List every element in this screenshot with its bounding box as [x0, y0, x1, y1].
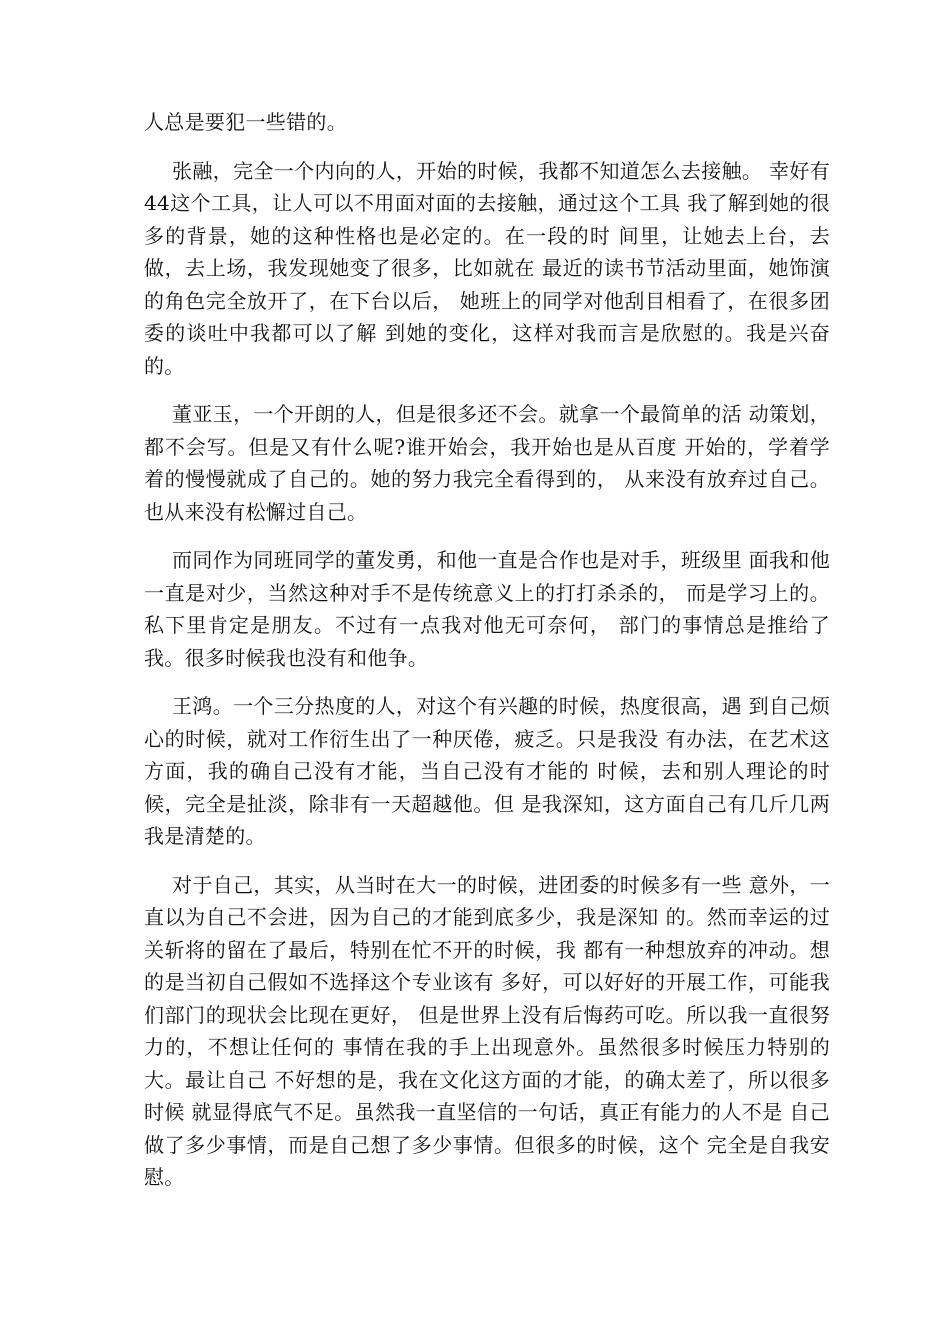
document-body [144, 106, 830, 1210]
paragraph-self-reflection: 对于自己，其实，从当时在大一的时候，进团委的时候多有一些 意外，一直以为自己不会进，因为自己的才能到底多少，我是深知 的。然而幸运的过关斩将的留在了最后，特别在忙不开的时候，我 都有一种想放弃的冲动。想的是当初自己假如不选择这个专业该有 多好，可以好好的开展工作，可能我们部门的现状会比现在更好， 但是世界上没有后悔药可吃。所以我一直很努力的，不想让任何的 事情在我的手上出现意外。虽然很多时候压力特别的大。最让自己 不好想的是，我在文化这方面的才能，的确太差了，所以很多时候 就显得底气不足。虽然我一直坚信的一句话，真正有能力的人不是 自己做了多少事情，而是自己想了多少事情。但很多的时候，这个 完全是自我安慰。 [144, 872, 830, 1189]
paragraph-dong-yayu: 董亚玉，一个开朗的人，但是很多还不会。就拿一个最简单的活 动策划，都不会写。但是又有什么呢?谁开始会，我开始也是从百度 开始的，学着学着的慢慢就成了自己的。她的努力我完全看得到的， 从来没有放弃过自己。也从来没有松懈过自己。 [144, 402, 830, 524]
paragraph-dong-fayong: 而同作为同班同学的董发勇，和他一直是合作也是对手，班级里 面我和他一直是对少，当然这种对手不是传统意义上的打打杀杀的， 而是学习上的。私下里肯定是朋友。不过有一点我对他无可奈何， 部门的事情总是推给了我。很多时候我也没有和他争。 [144, 548, 830, 670]
paragraph-zhang-rong: 张融，完全一个内向的人，开始的时候，我都不知道怎么去接触。 幸好有44这个工具，让人可以不用面对面的去接触，通过这个工具 我了解到她的很多的背景，她的这种性格也是必定的。在一段的时 间里，让她去上台，去做，去上场，我发现她变了很多，比如就在 最近的读书节活动里面，她饰演的角色完全放开了，在下台以后， 她班上的同学对他刮目相看了，在很多团委的谈吐中我都可以了解 到她的变化，这样对我而言是欣慰的。我是兴奋的。 [144, 158, 830, 378]
paragraph-wang-hong: 王鸿。一个三分热度的人，对这个有兴趣的时候，热度很高，遇 到自己烦心的时候，就对工作衍生出了一种厌倦，疲乏。只是我没 有办法，在艺术这方面，我的确自己没有才能，当自己没有才能的 时候，去和别人理论的时候，完全是扯淡，除非有一天超越他。但 是我深知，这方面自己有几斤几两我是清楚的。 [144, 694, 830, 848]
paragraph-intro: 人总是要犯一些错的。 [144, 110, 347, 134]
